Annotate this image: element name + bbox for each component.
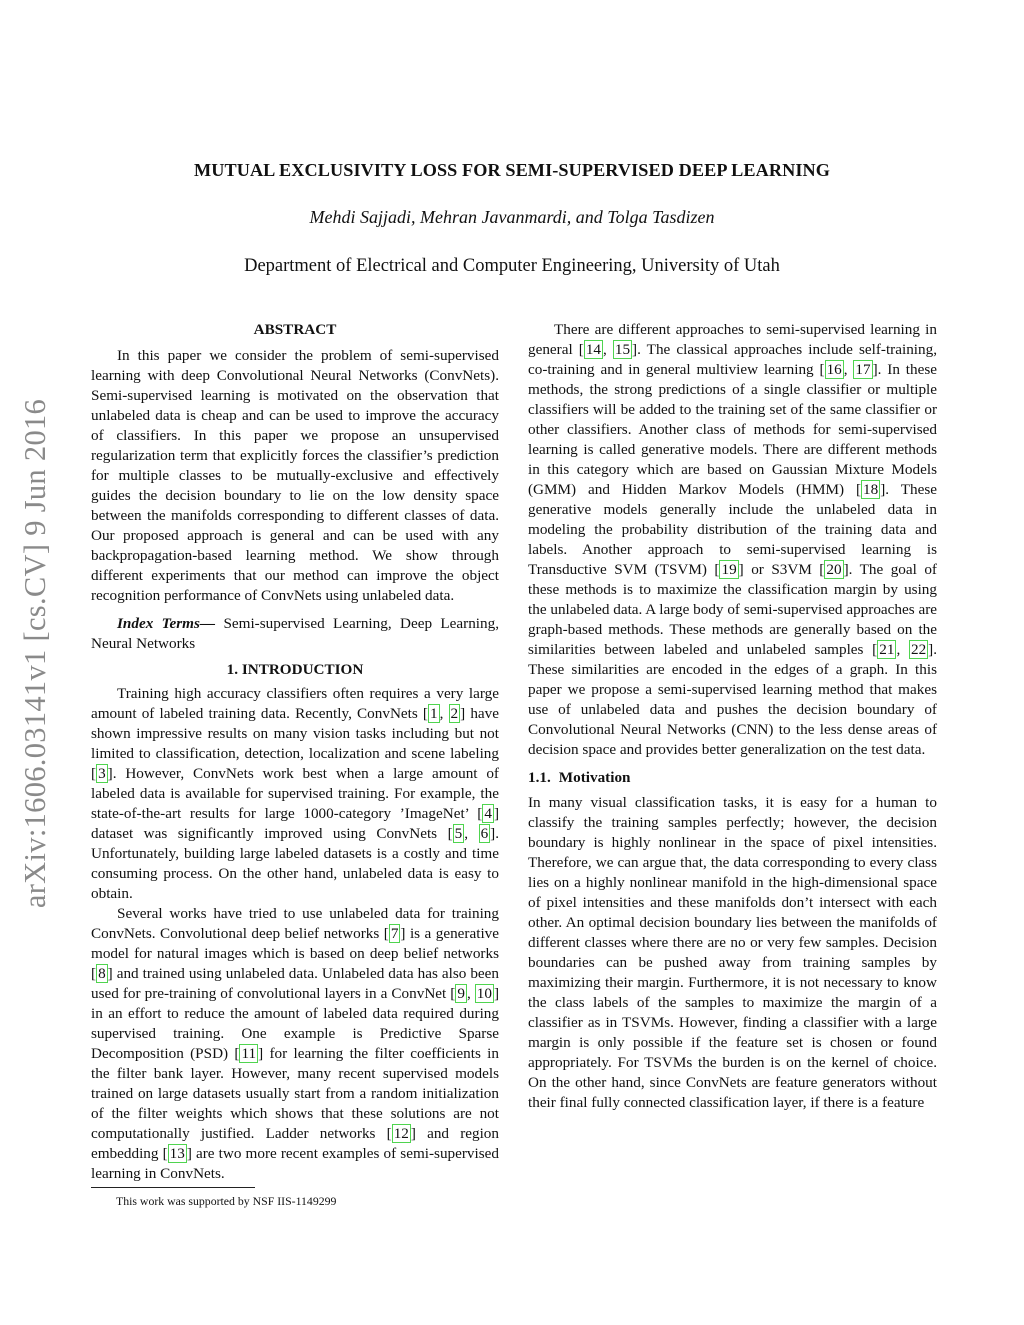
- citation-link[interactable]: 9: [457, 985, 465, 1002]
- paper-affiliation: Department of Electrical and Computer Engineering, University of Utah: [244, 256, 780, 276]
- citation-link[interactable]: 14: [585, 341, 601, 358]
- citation-link[interactable]: 22: [910, 641, 927, 658]
- citation-link[interactable]: 8: [98, 965, 106, 982]
- citation-link[interactable]: 18: [863, 481, 879, 498]
- citation-link[interactable]: 5: [454, 825, 463, 842]
- arxiv-id: arXiv:1606.03141v1 [cs.CV] 9 Jun 2016: [18, 398, 53, 908]
- motivation-title: Motivation: [558, 769, 631, 786]
- footnote: This work was supported by NSF IIS-1149299: [116, 1194, 337, 1208]
- intro-paragraph-1: Training high accuracy classifiers often requires a very large amount of labeled training data. Recently, ConvNets [ 1 , 2 ] have shown impressive results on many vision tasks including but not limited to classification, detection, localization and scene labeling [ 3 ]. However, ConvNets work best when a large amount of labeled data is available for supervised training. For example, the state-of-the-art results for large 1000-category ’ImageNet’ [ 4 ] dataset was significantly improved using ConvNets [ 5 , 6 ]. Unfortunately, building large labeled datasets is a costly and time consuming process. On the other hand, unlabeled data is easy to obtain.: [91, 685, 500, 902]
- abstract-heading: ABSTRACT: [253, 321, 337, 338]
- citation-link[interactable]: 1: [430, 705, 438, 722]
- index-terms-label: Index Terms—: [117, 615, 216, 632]
- citation-link[interactable]: 6: [480, 825, 489, 842]
- citation-link[interactable]: 17: [855, 361, 871, 378]
- abstract-text: In this paper we consider the problem of semi-supervised learning with deep Convolutional Neural Networks (ConvNets). Semi-supervised learning is motivated on the observation that unlabeled data is cheap and can be used to improve the accuracy of classifiers. In this paper we propose an unsupervised regularization term that explicitly forces the classifier’s prediction for multiple classes to be mutually-exclusive and effectively guides the decision boundary to lie on the low density space between the manifolds corresponding to different classes of data. Our proposed approach is general and can be used with any backpropagation-based learning method. We show through different experiments that our method can improve the object recognition performance of ConvNets using unlabeled data.: [91, 347, 499, 604]
- index-terms-text: Semi-supervised Learning, Deep Learning, Neural Networks: [91, 615, 499, 652]
- right-column: [528, 320, 937, 1113]
- citation-link[interactable]: 10: [476, 985, 492, 1002]
- citation-link[interactable]: 20: [826, 561, 842, 578]
- intro-heading: 1. INTRODUCTION: [226, 661, 364, 678]
- intro-paragraph-2: Several works have tried to use unlabeled data for training ConvNets. Convolutional deep belief networks [ 7 ] is a generative model for natural images which is based on deep belief networks [ 8 ] and trained using unlabeled data. Unlabeled data has also been used for pre-training of convolutional layers in a ConvNet [ 9 , 10 ] in an effort to reduce the amount of labeled data required during supervised training. One example is Predictive Sparse Decomposition (PSD) [ 11 ] for learning the filter coefficients in the filter bank layer. However, many recent supervised models trained on large datasets usually start from a random initialization of the filter weights which shows that these solutions are not computationally justified. Ladder networks [ 12 ] and region embedding [ 13 ] are two more recent examples of semi-supervised learning in ConvNets.: [91, 905, 500, 1182]
- citation-link[interactable]: 3: [98, 765, 106, 782]
- citation-link[interactable]: 7: [390, 925, 399, 942]
- motivation-text: In many visual classification tasks, it is easy for a human to classify the training samples perfectly; however, the decision boundary is highly nonlinear in the space of pixel intensities. Therefore, we can argue that, the data corresponding to every class lies on a highly nonlinear manifold in the high-dimensional space of pixel intensities and these manifolds don’t intersect with each other. An optimal decision boundary lies between the manifolds of different classes where there are no or very few samples. Decision boundaries can be pushed away from training samples by maximizing their margin. Furthermore, it is not necessary to know the class labels of the samples to maximize the margin of a classifier as in TSVMs. However, finding a classifier with a large margin is only possible if the feature set is chosen or found appropriately. For TSVMs the burden is on the kernel of choice. On the other hand, since ConvNets are feature generators without their final fully connected classification layer, if there is a feature: [528, 794, 937, 1111]
- citation-link[interactable]: 2: [450, 705, 459, 722]
- citation-link[interactable]: 12: [393, 1125, 409, 1142]
- citation-link[interactable]: 21: [879, 641, 895, 658]
- motivation-number: 1.1.: [528, 769, 551, 786]
- footnote-rule: [91, 1187, 255, 1188]
- citation-link[interactable]: 16: [826, 361, 842, 378]
- intro-paragraph-3: There are different approaches to semi-supervised learning in general [ 14 , 15 ]. The classical approaches include self-training, co-training and in general multiview learning [ 16 , 17 ]. In these methods, the strong predictions of a single classifier or multiple classifiers will be added to the training set of the same classifier or other classifiers. Another class of methods for semi-supervised learning is called generative models. There are different methods in this category which are based on Gaussian Mixture Models (GMM) and Hidden Markov Models (HMM) [ 18 ]. These generative models generally include the unlabeled data in modeling the probability distribution of the training data and labels. Another approach to semi-supervised learning is Transductive SVM (TSVM) [ 19 ] or S3VM [ 20 ]. The goal of these methods is to maximize the classification margin by using the unlabeled data. A large body of semi-supervised approaches are graph-based methods. These methods are generally based on the similarities between labeled and unlabeled samples [ 21 , 22 ]. These similarities are encoded in the edges of a graph. In this paper we propose a semi-supervised learning method that makes use of unlabeled data and pushes the decision boundary of Convolutional Neural Networks (CNN) to the less dense areas of decision space and provides better generalization on the test data.: [528, 321, 938, 758]
- paper-title: MUTUAL EXCLUSIVITY LOSS FOR SEMI-SUPERVISED DEEP LEARNING: [193, 160, 831, 180]
- citation-link[interactable]: 15: [614, 341, 631, 358]
- citation-link[interactable]: 4: [484, 805, 492, 822]
- citation-link[interactable]: 19: [721, 561, 737, 578]
- index-terms: [91, 614, 499, 654]
- motivation-heading: [528, 768, 937, 788]
- citation-link[interactable]: 13: [169, 1145, 185, 1162]
- paper-authors: Mehdi Sajjadi, Mehran Javanmardi, and Tolga Tasdizen: [309, 207, 715, 227]
- citation-link[interactable]: 11: [241, 1045, 257, 1062]
- arxiv-stamp: [14, 368, 58, 938]
- left-column: [91, 320, 499, 1184]
